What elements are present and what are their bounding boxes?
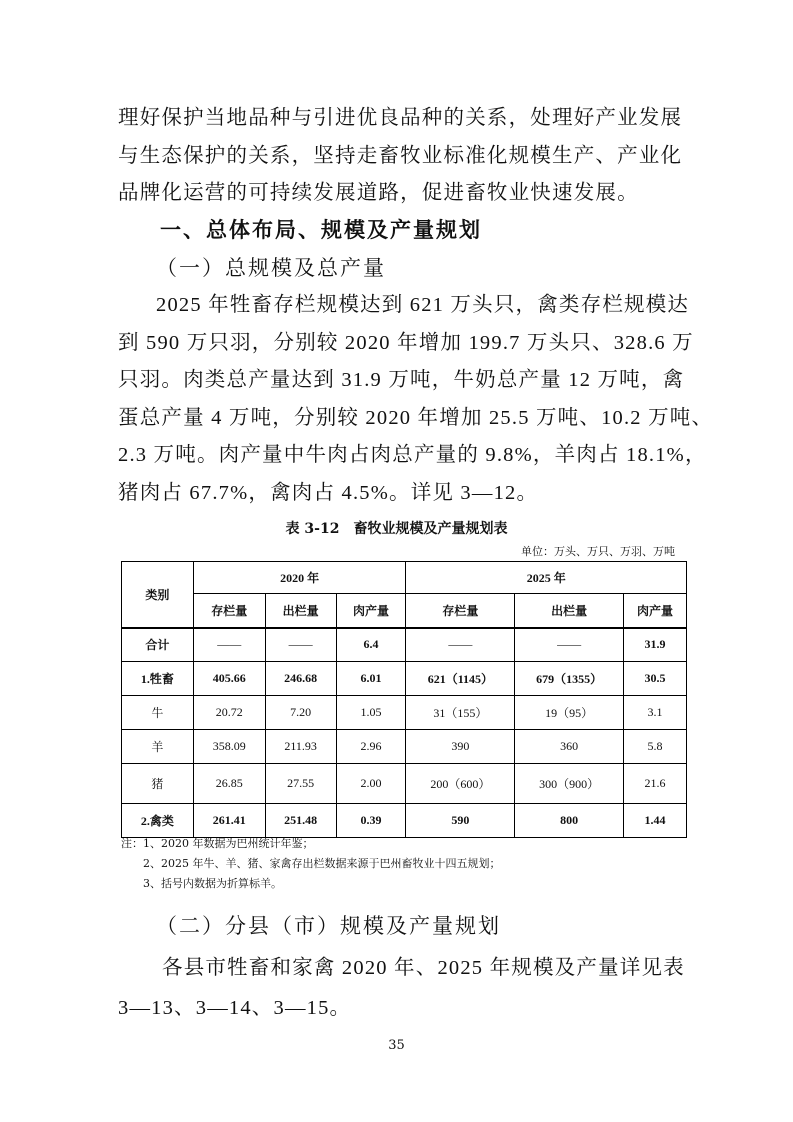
body-line: 2025 年牲畜存栏规模达到 621 万头只，禽类存栏规模达 — [156, 294, 690, 316]
cell: 590 — [406, 804, 515, 838]
cell: 800 — [515, 804, 624, 838]
header-col: 出栏量 — [515, 594, 624, 628]
row-label: 2.禽类 — [122, 804, 194, 838]
page-number: 35 — [388, 1038, 405, 1053]
row-label: 羊 — [122, 730, 194, 764]
note-line: 2、2025 年牛、羊、猪、家禽存出栏数据来源于巴州畜牧业十四五规划； — [121, 857, 501, 870]
cell: 30.5 — [624, 662, 687, 696]
header-col: 存栏量 — [406, 594, 515, 628]
cell: 2.96 — [336, 730, 406, 764]
intro-line: 与生态保护的关系，坚持走畜牧业标准化规模生产、产业化 — [118, 142, 683, 167]
subsection-heading: （一）总规模及总产量 — [156, 256, 386, 280]
table-unit: 单位：万头、万只、万羽、万吨 — [521, 545, 675, 558]
note-line: 3、括号内数据为折算标羊。 — [121, 877, 282, 890]
body-line: 蛋总产量 4 万吨，分别较 2020 年增加 25.5 万吨、10.2 万吨、 — [118, 406, 714, 429]
cell: —— — [265, 628, 336, 662]
cell: —— — [406, 628, 515, 662]
cell: 679（1355） — [515, 662, 624, 696]
header-category: 类别 — [122, 562, 194, 628]
body-line: 2.3 万吨。肉产量中牛肉占肉总产量的 9.8%，羊肉占 18.1%， — [118, 444, 707, 466]
row-label: 合计 — [122, 628, 194, 662]
cell: 200（600） — [406, 764, 515, 804]
intro-paragraph — [118, 99, 683, 212]
cell: 6.01 — [336, 662, 406, 696]
cell: 6.4 — [336, 628, 406, 662]
header-year-2025: 2025 年 — [406, 562, 687, 594]
table-caption: 表 3-12 畜牧业规模及产量规划表 — [285, 521, 508, 537]
cell: —— — [193, 628, 265, 662]
header-col: 肉产量 — [336, 594, 406, 628]
cell: 1.05 — [336, 696, 406, 730]
note-line: 注：1、2020 年数据为巴州统计年鉴； — [121, 837, 314, 850]
cell: 360 — [515, 730, 624, 764]
livestock-table — [121, 561, 687, 838]
row-label: 牛 — [122, 696, 194, 730]
cell: 19（95） — [515, 696, 624, 730]
section-heading: 一、总体布局、规模及产量规划 — [160, 218, 482, 242]
row-label: 1.牲畜 — [122, 662, 194, 696]
subsection-heading: （二）分县（市）规模及产量规划 — [156, 914, 501, 938]
table-row — [122, 662, 687, 696]
cell: 211.93 — [265, 730, 336, 764]
row-label: 猪 — [122, 764, 194, 804]
cell: 20.72 — [193, 696, 265, 730]
body-line: 猪肉占 67.7%，禽肉占 4.5%。详见 3—12。 — [118, 481, 539, 504]
cell: 31（155） — [406, 696, 515, 730]
table-row — [122, 696, 687, 730]
cell: 2.00 — [336, 764, 406, 804]
table-row — [122, 804, 687, 838]
body-line: 3—13、3—14、3—15。 — [118, 997, 352, 1019]
intro-line: 理好保护当地品种与引进优良品种的关系，处理好产业发展 — [118, 105, 683, 129]
cell: 21.6 — [624, 764, 687, 804]
cell: 7.20 — [265, 696, 336, 730]
intro-line: 品牌化运营的可持续发展道路，促进畜牧业快速发展。 — [118, 180, 639, 204]
header-col: 出栏量 — [265, 594, 336, 628]
table-row — [122, 628, 687, 662]
cell: 251.48 — [265, 804, 336, 838]
body-paragraph — [118, 287, 714, 512]
cell: 246.68 — [265, 662, 336, 696]
cell: 31.9 — [624, 628, 687, 662]
cell: 26.85 — [193, 764, 265, 804]
table-row — [122, 764, 687, 804]
cell: 300（900） — [515, 764, 624, 804]
cell: 3.1 — [624, 696, 687, 730]
header-col: 肉产量 — [624, 594, 687, 628]
cell: —— — [515, 628, 624, 662]
cell: 5.8 — [624, 730, 687, 764]
cell: 390 — [406, 730, 515, 764]
cell: 27.55 — [265, 764, 336, 804]
cell: 358.09 — [193, 730, 265, 764]
cell: 0.39 — [336, 804, 406, 838]
body-paragraph — [118, 948, 683, 1028]
body-line: 各县市牲畜和家禽 2020 年、2025 年规模及产量详见表 — [162, 957, 685, 979]
cell: 261.41 — [193, 804, 265, 838]
table-notes — [121, 834, 501, 894]
cell: 621（1145） — [406, 662, 515, 696]
header-col: 存栏量 — [193, 594, 265, 628]
body-line: 到 590 万只羽，分别较 2020 年增加 199.7 万头只、328.6 万 — [118, 331, 694, 354]
cell: 405.66 — [193, 662, 265, 696]
body-line: 只羽。肉类总产量达到 31.9 万吨，牛奶总产量 12 万吨，禽 — [118, 369, 685, 391]
cell: 1.44 — [624, 804, 687, 838]
header-year-2020: 2020 年 — [193, 562, 406, 594]
table-row — [122, 730, 687, 764]
